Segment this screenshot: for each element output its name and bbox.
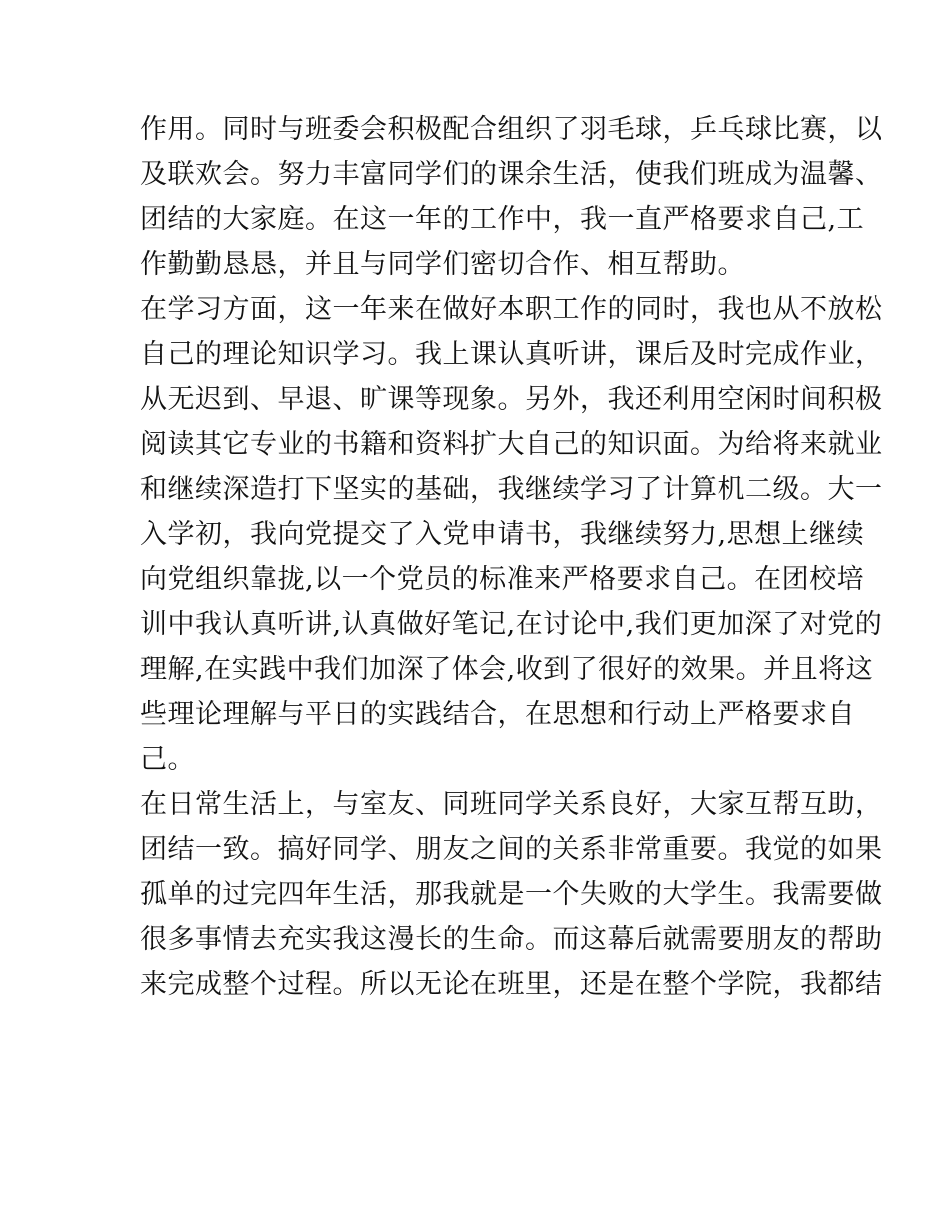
text-line: 向党组织靠拢,以一个党员的标准来严格要求自己。在团校培 xyxy=(140,564,865,595)
text-line: 在学习方面，这一年来在做好本职工作的同时，我也从不放松 xyxy=(140,294,883,325)
text-line: 很多事情去充实我这漫长的生命。而这幕后就需要朋友的帮助 xyxy=(140,924,883,955)
text-line: 己。 xyxy=(140,744,195,775)
text-line: 理解,在实践中我们加深了体会,收到了很好的效果。并且将这 xyxy=(140,654,874,685)
text-line: 作勤勤恳恳，并且与同学们密切合作、相互帮助。 xyxy=(140,249,745,280)
text-line: 团结的大家庭。在这一年的工作中，我一直严格要求自己,工 xyxy=(140,204,865,235)
text-line: 在日常生活上，与室友、同班同学关系良好，大家互帮互助， xyxy=(140,789,883,820)
text-line: 自己的理论知识学习。我上课认真听讲，课后及时完成作业， xyxy=(140,339,883,370)
text-line: 及联欢会。努力丰富同学们的课余生活，使我们班成为温馨、 xyxy=(140,159,883,190)
text-line: 来完成整个过程。所以无论在班里，还是在整个学院，我都结 xyxy=(140,969,883,1000)
text-line: 入学初，我向党提交了入党申请书，我继续努力,思想上继续 xyxy=(140,519,865,550)
text-line: 阅读其它专业的书籍和资料扩大自己的知识面。为给将来就业 xyxy=(140,429,883,460)
text-line: 和继续深造打下坚实的基础，我继续学习了计算机二级。大一 xyxy=(140,474,883,505)
text-line: 团结一致。搞好同学、朋友之间的关系非常重要。我觉的如果 xyxy=(140,834,883,865)
text-line: 从无迟到、早退、旷课等现象。另外，我还利用空闲时间积极 xyxy=(140,384,883,415)
text-line: 孤单的过完四年生活，那我就是一个失败的大学生。我需要做 xyxy=(140,879,883,910)
text-line: 训中我认真听讲,认真做好笔记,在讨论中,我们更加深了对党的 xyxy=(140,609,883,640)
body-text xyxy=(140,107,883,1007)
text-line: 些理论理解与平日的实践结合，在思想和行动上严格要求自 xyxy=(140,699,855,730)
text-line: 作用。同时与班委会积极配合组织了羽毛球，乒乓球比赛，以 xyxy=(140,114,883,145)
